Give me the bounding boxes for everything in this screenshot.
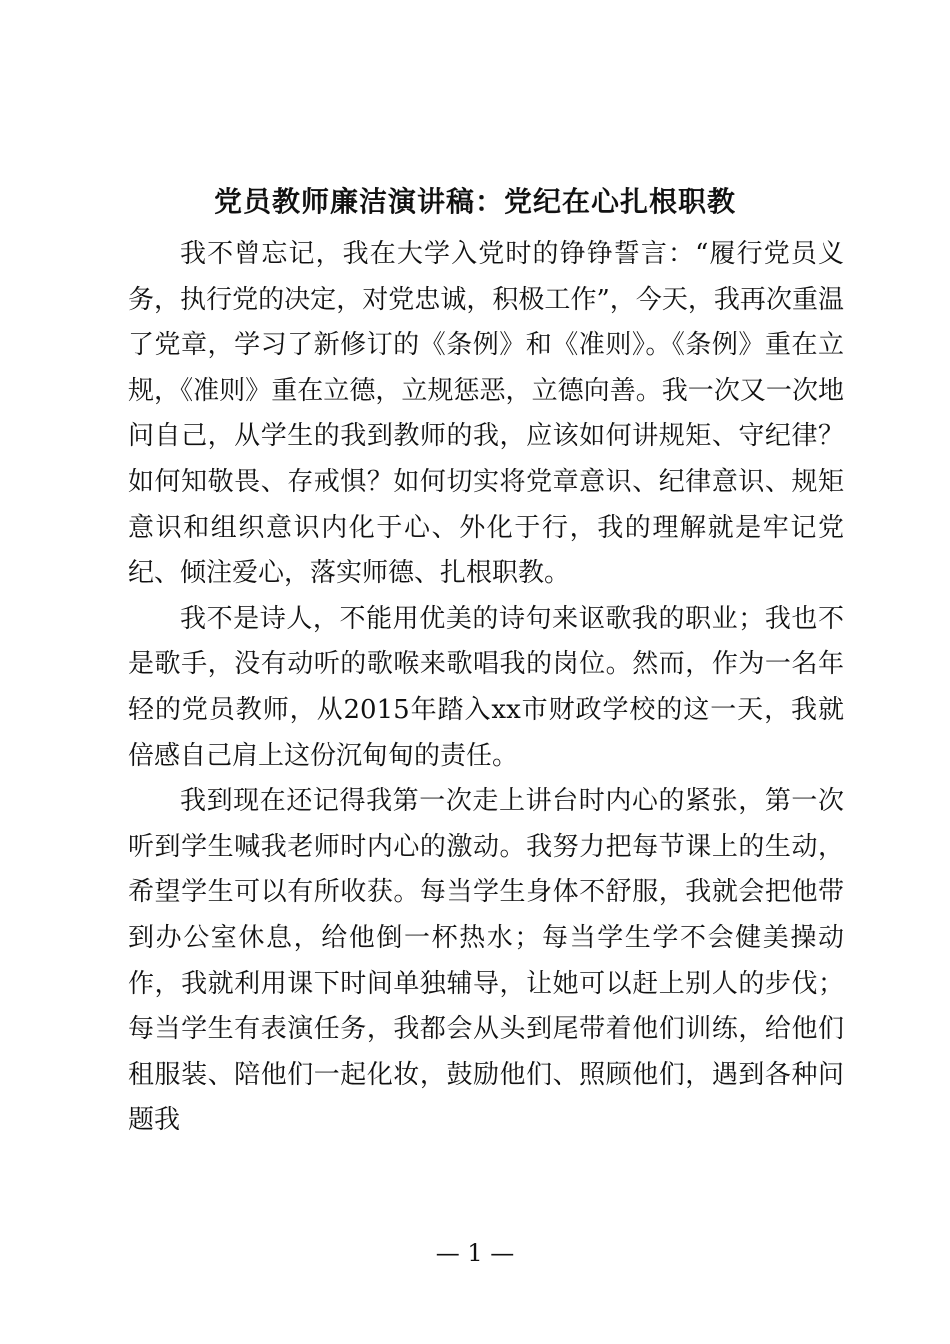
paragraph-2: 我不是诗人，不能用优美的诗句来讴歌我的职业；我也不是歌手，没有动听的歌喉来歌唱我的岗位。然而，作为一名年轻的党员教师，从2015年踏入xx市财政学校的这一天，我就倍感自己肩上这份沉甸甸的责任。 — [128, 603, 844, 771]
document-body — [128, 232, 844, 1144]
paragraph-1: 我不曾忘记，我在大学入党时的铮铮誓言：“履行党员义务，执行党的决定，对党忠诚，积极工作”，今天，我再次重温了党章，学习了新修订的《条例》和《准则》。《条例》重在立规，《准则》重在立德，立规惩恶，立德向善。我一次又一次地问自己，从学生的我到教师的我，应该如何讲规矩、守纪律？如何知敬畏、存戒惧？如何切实将党章意识、纪律意识、规矩意识和组织意识内化于心、外化于行，我的理解就是牢记党纪、倾注爱心，落实师德、扎根职教。 — [128, 239, 844, 589]
document-title: 党员教师廉洁演讲稿：党纪在心扎根职教 — [213, 185, 736, 218]
page-number: — 1 — — [435, 1239, 515, 1267]
paragraph-3: 我到现在还记得我第一次走上讲台时内心的紧张，第一次听到学生喊我老师时内心的激动。我努力把每节课上的生动，希望学生可以有所收获。每当学生身体不舒服，我就会把他带到办公室休息，给他倒一杯热水；每当学生学不会健美操动作，我就利用课下时间单独辅导，让她可以赶上别人的步伐；每当学生有表演任务，我都会从头到尾带着他们训练，给他们租服装、陪他们一起化妆，鼓励他们、照顾他们，遇到各种问题我 — [128, 786, 844, 1136]
